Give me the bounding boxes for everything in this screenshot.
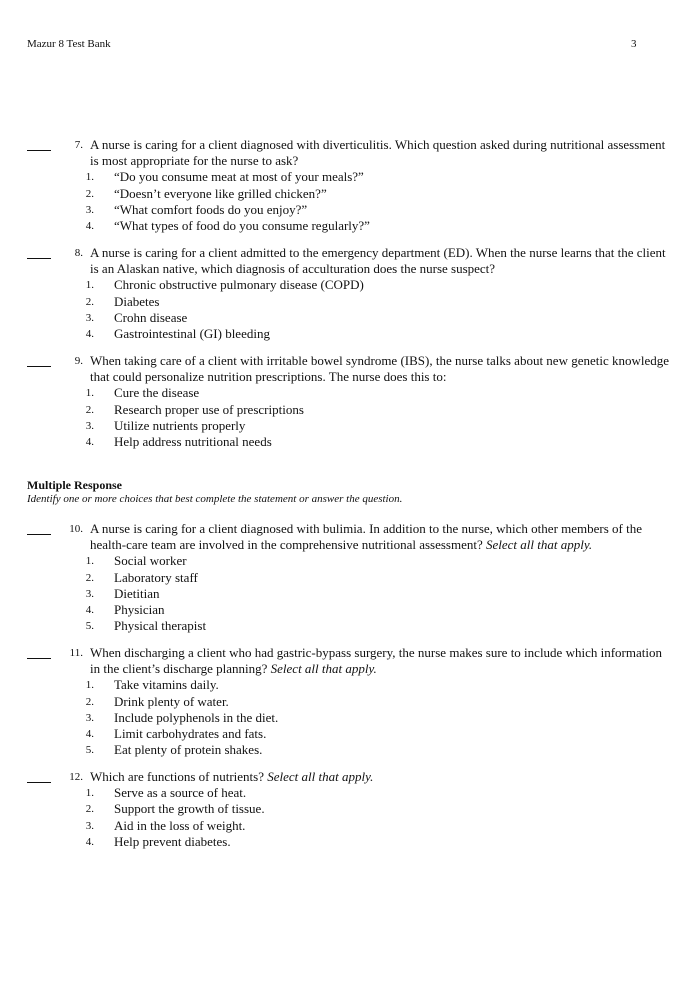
answer-blank[interactable]	[27, 258, 51, 259]
select-all-note: Select all that apply.	[270, 661, 377, 677]
option-2[interactable]: 2. Research proper use of prescriptions	[85, 401, 304, 417]
answer-blank[interactable]	[27, 658, 51, 659]
option-3[interactable]: 3. Crohn disease	[85, 309, 188, 325]
answer-blank[interactable]	[27, 150, 51, 151]
option-4[interactable]: 4. Physician	[85, 601, 165, 617]
option-1[interactable]: 1. Serve as a source of heat.	[85, 785, 247, 801]
option-5[interactable]: 5. Eat plenty of protein shakes.	[85, 742, 263, 758]
question-number: 8.	[74, 247, 83, 259]
option-1[interactable]: 1. Social worker	[85, 553, 187, 569]
option-2[interactable]: 2. Laboratory staff	[85, 569, 198, 585]
option-1[interactable]: 1. Take vitamins daily.	[85, 677, 219, 693]
section-instructions: Identify one or more choices that best complete the statement or answer the question.	[27, 493, 403, 505]
question-number: 10.	[69, 523, 83, 535]
question-11	[0, 645, 700, 758]
answer-blank[interactable]	[27, 366, 51, 367]
question-8	[0, 245, 700, 342]
question-10	[0, 521, 700, 634]
question-stem: A nurse is caring for a client diagnosed with diverticulitis. Which question asked during nutritional assessment is most appropriate for the nurse to ask?	[90, 137, 666, 169]
select-all-note: Select all that apply.	[486, 537, 593, 553]
question-7	[0, 137, 700, 234]
option-1[interactable]: 1. Cure the disease	[85, 385, 200, 401]
option-3[interactable]: 3. Aid in the loss of weight.	[85, 817, 246, 833]
option-4[interactable]: 4. Limit carbohydrates and fats.	[85, 725, 267, 741]
option-5[interactable]: 5. Physical therapist	[85, 618, 207, 634]
question-9	[0, 353, 700, 450]
option-3[interactable]: 3. “What comfort foods do you enjoy?”	[85, 201, 308, 217]
question-number: 12.	[69, 771, 83, 783]
options-list	[0, 677, 700, 758]
option-3[interactable]: 3. Utilize nutrients properly	[85, 417, 246, 433]
page-number: 3	[631, 38, 637, 50]
select-all-note: Select all that apply.	[267, 769, 374, 784]
answer-blank[interactable]	[27, 782, 51, 783]
question-stem: Which are functions of nutrients? Select all that apply.	[90, 769, 374, 784]
option-1[interactable]: 1. Chronic obstructive pulmonary disease (COPD)	[85, 277, 364, 293]
question-stem: When discharging a client who had gastric-bypass surgery, the nurse makes sure to include which information in the client’s discharge planning? Select all that apply.	[90, 645, 662, 677]
option-1[interactable]: 1. “Do you consume meat at most of your meals?”	[85, 169, 364, 185]
section-title: Multiple Response	[27, 478, 123, 492]
question-12	[0, 769, 700, 850]
option-3[interactable]: 3. Include polyphenols in the diet.	[85, 709, 279, 725]
options-list	[0, 385, 700, 450]
option-4[interactable]: 4. Help address nutritional needs	[85, 433, 272, 449]
answer-blank[interactable]	[27, 534, 51, 535]
option-4[interactable]: 4. “What types of food do you consume regularly?”	[85, 217, 370, 233]
question-stem: A nurse is caring for a client diagnosed with bulimia. In addition to the nurse, which other members of the health-care team are involved in the comprehensive nutritional assessment? Select all that apply.	[90, 521, 643, 553]
question-stem: A nurse is caring for a client admitted to the emergency department (ED). When the nurse learns that the client is an Alaskan native, which diagnosis of acculturation does the nurse suspect?	[90, 245, 666, 277]
question-number: 9.	[74, 355, 83, 367]
option-4[interactable]: 4. Help prevent diabetes.	[85, 833, 231, 849]
options-list	[0, 277, 700, 342]
options-list	[0, 553, 700, 634]
options-list	[0, 785, 700, 850]
option-2[interactable]: 2. Drink plenty of water.	[85, 693, 229, 709]
option-2[interactable]: 2. Support the growth of tissue.	[85, 801, 265, 817]
options-list	[0, 169, 700, 234]
option-2[interactable]: 2. Diabetes	[85, 293, 160, 309]
option-4[interactable]: 4. Gastrointestinal (GI) bleeding	[85, 325, 270, 341]
question-number: 7.	[74, 139, 83, 151]
option-3[interactable]: 3. Dietitian	[85, 585, 160, 601]
option-2[interactable]: 2. “Doesn’t everyone like grilled chicken?”	[85, 185, 327, 201]
question-stem: When taking care of a client with irritable bowel syndrome (IBS), the nurse talks about new genetic knowledge that could personalize nutrition prescriptions. The nurse does this to:	[90, 353, 670, 385]
running-header-title: Mazur 8 Test Bank	[27, 38, 111, 50]
question-number: 11.	[69, 647, 83, 659]
